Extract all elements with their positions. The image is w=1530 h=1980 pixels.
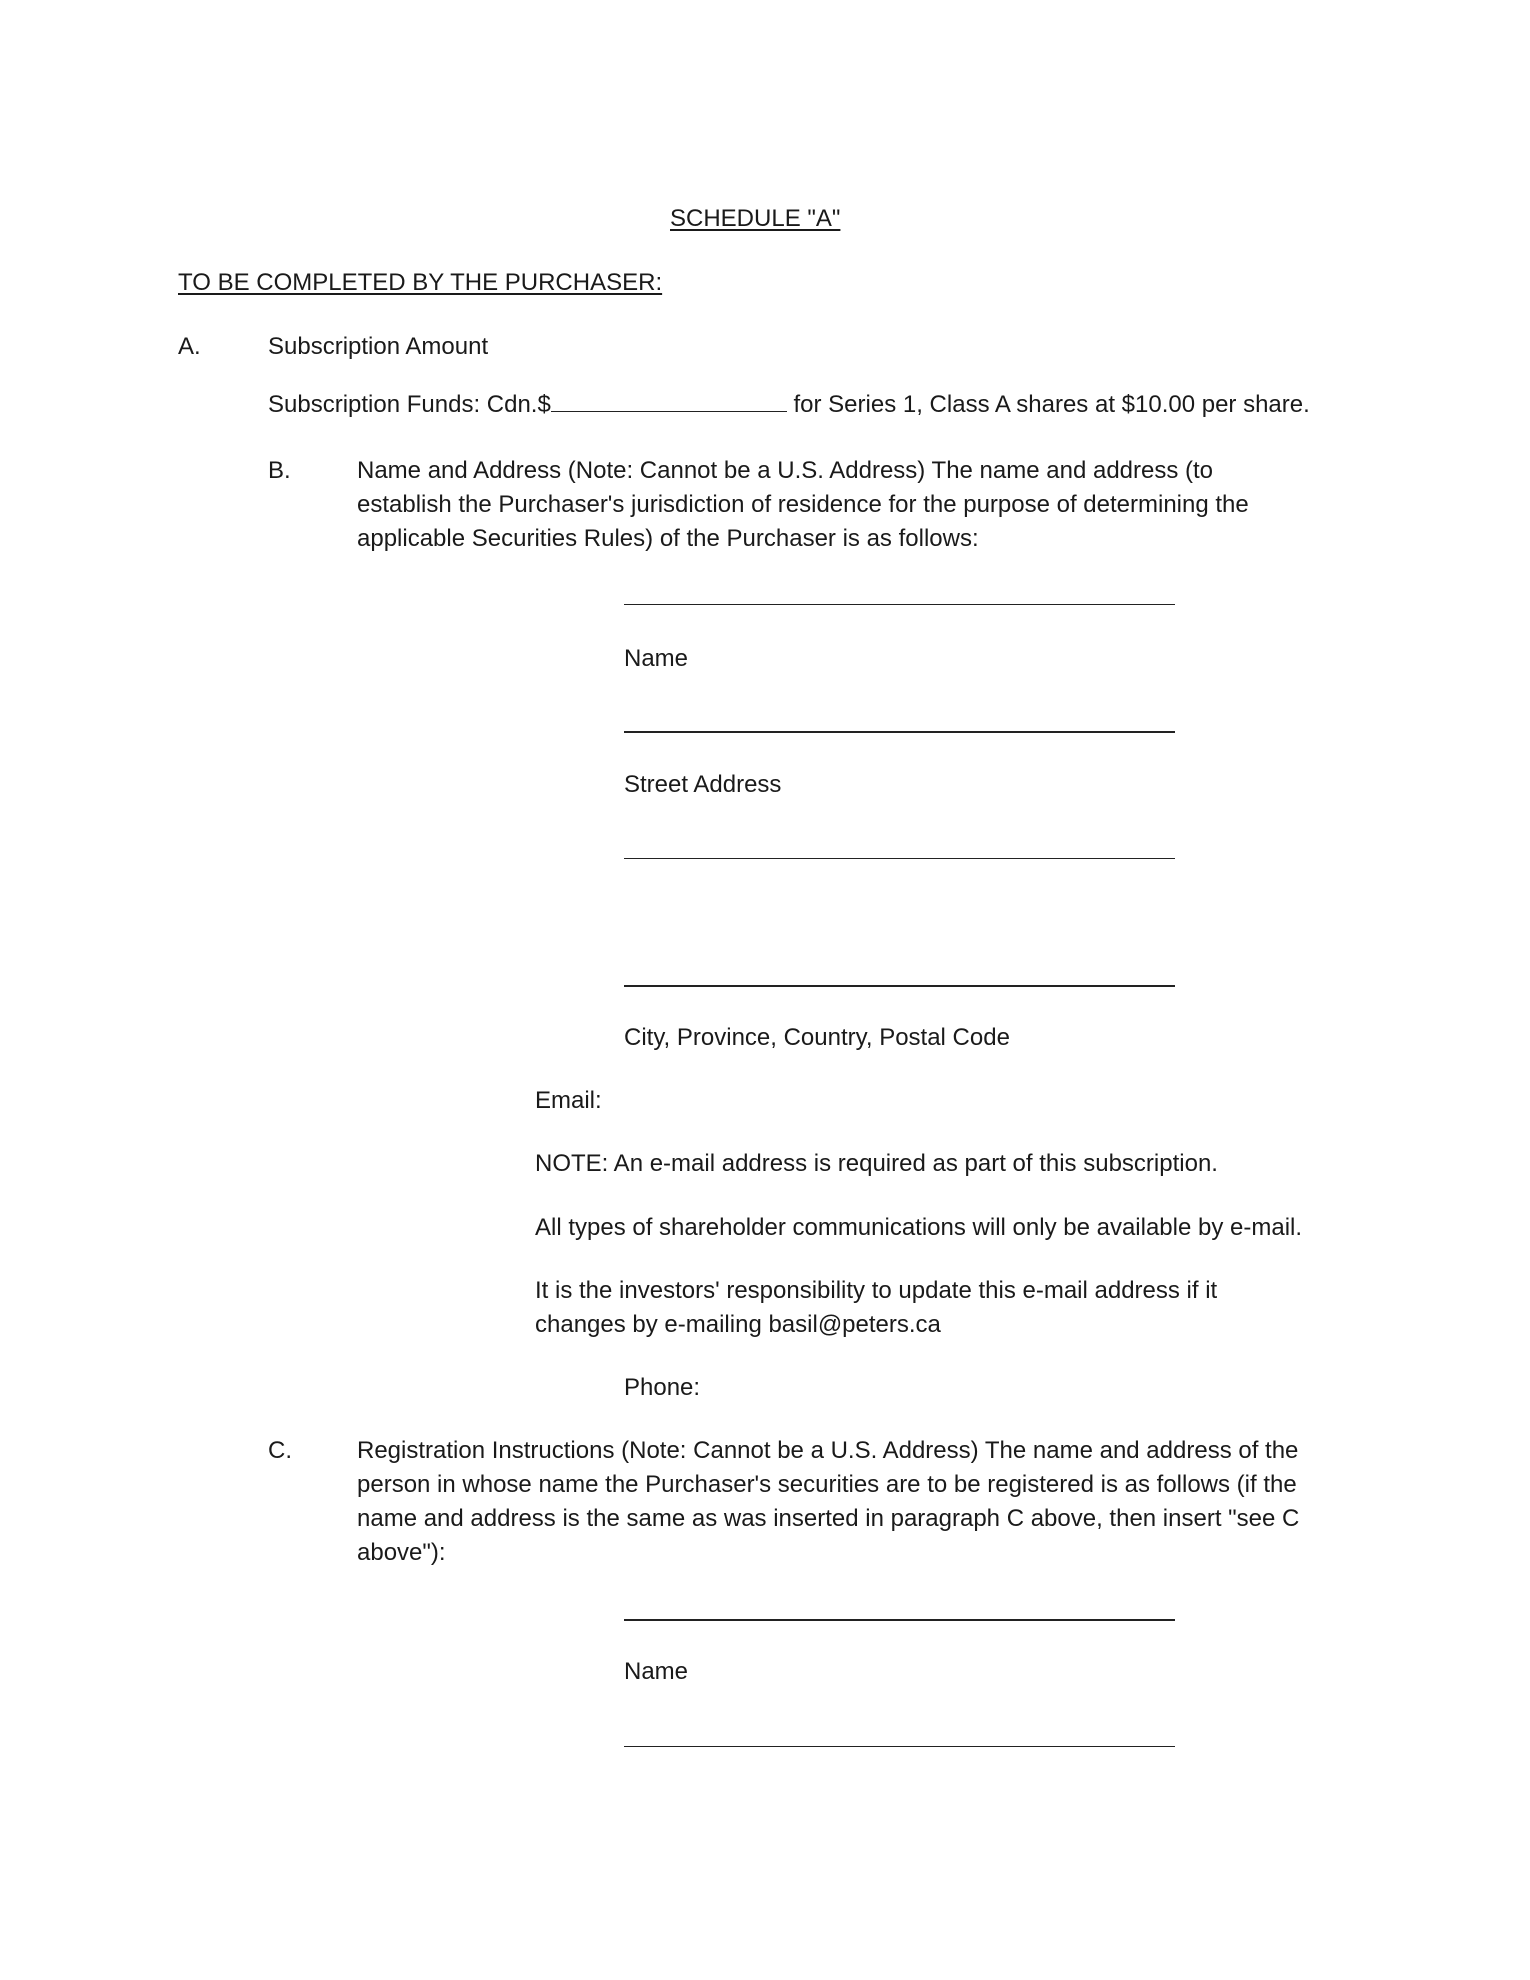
purchaser-city-field[interactable] xyxy=(624,985,1175,987)
schedule-title: SCHEDULE "A" xyxy=(670,205,841,232)
section-c-label: C. xyxy=(268,1437,292,1464)
email-responsibility-note: It is the investors' responsibility to update this e-mail address if it changes by e-mailing basil@peters.ca xyxy=(535,1277,1218,1338)
purchaser-address-extra-field[interactable] xyxy=(624,858,1175,859)
registration-name-label: Name xyxy=(624,1658,689,1685)
phone-label: Phone: xyxy=(624,1374,701,1401)
subscription-funds-line xyxy=(268,388,1310,422)
purchaser-street-field[interactable] xyxy=(624,731,1175,733)
section-c-text: Registration Instructions (Note: Cannot be a U.S. Address) The name and address of the person in whose name the Purchaser's securities are to be registered is as follows (if the name and address is the same as was inserted in paragraph C above, then insert "see C above"): xyxy=(357,1437,1300,1566)
email-note: NOTE: An e-mail address is required as part of this subscription. xyxy=(535,1150,1218,1177)
registration-name-field[interactable] xyxy=(624,1619,1175,1621)
communications-note: All types of shareholder communications will only be available by e-mail. xyxy=(535,1214,1303,1241)
schedule-subtitle: TO BE COMPLETED BY THE PURCHASER: xyxy=(178,269,663,296)
section-a-heading: Subscription Amount xyxy=(268,333,489,360)
email-label: Email: xyxy=(535,1087,602,1114)
section-b-label: B. xyxy=(268,457,291,484)
subscription-funds-prefix: Subscription Funds: Cdn.$ xyxy=(268,391,551,418)
registration-address-field[interactable] xyxy=(624,1746,1175,1747)
subscription-amount-field[interactable] xyxy=(551,389,787,412)
purchaser-name-field[interactable] xyxy=(624,604,1175,605)
purchaser-city-label: City, Province, Country, Postal Code xyxy=(624,1024,1010,1051)
section-a-label: A. xyxy=(178,333,201,360)
purchaser-name-label: Name xyxy=(624,645,689,672)
subscription-funds-suffix: for Series 1, Class A shares at $10.00 per share. xyxy=(793,391,1310,418)
purchaser-street-label: Street Address xyxy=(624,771,782,798)
section-b-text: Name and Address (Note: Cannot be a U.S. Address) The name and address (to establish the Purchaser's jurisdiction of residence for the purpose of determining the applicable Securities Rules) of the Purchaser is as follows: xyxy=(357,457,1249,552)
